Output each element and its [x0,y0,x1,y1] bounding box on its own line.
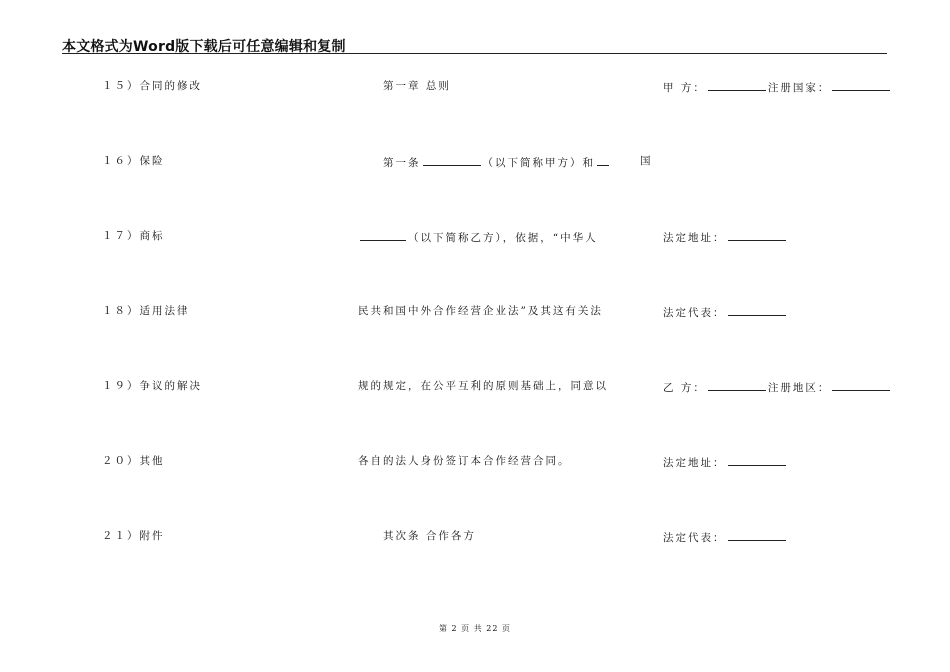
legal-rep-label: 法定代表： [663,532,726,544]
clause-item-16: １６）保险 [102,155,165,167]
article-two-heading: 其次条 合作各方 [383,530,476,542]
legal-rep-blank [728,529,786,541]
body-text-3: 规的规定，在公平互利的原则基础上，同意以 [358,380,608,392]
article-one-line [383,154,611,170]
legal-rep-blank [728,304,786,316]
registration-country-blank [832,79,890,91]
registration-region-blank [832,379,890,391]
clause-item-15: １５）合同的修改 [102,80,202,92]
chapter-heading: 第一章 总则 [383,80,451,92]
clause-item-18: １８）适用法律 [102,305,190,317]
party-a-line [663,79,892,95]
party-b-blank [360,229,406,241]
header-title: 本文格式为Word版下载后可任意编辑和复制 [62,39,346,55]
party-b-label: 乙 方： [663,382,706,394]
body-text-line-1 [358,229,598,245]
body-text-2: 民共和国中外合作经营企业法”及其这有关法 [358,305,603,317]
party-a-name-blank [423,154,481,166]
body-text-1: （以下简称乙方），依据，“中华人 [408,232,598,244]
clause-item-21: ２１）附件 [102,530,165,542]
article-one-label: 第一条 [383,157,421,169]
registration-region-label: 注册地区： [767,382,831,394]
page-number: 第 2 页 共 22 页 [439,624,511,633]
legal-rep-label: 法定代表： [663,307,726,319]
page-header [62,36,887,54]
article-one-text: （以下简称甲方）和 [482,157,595,169]
legal-address-blank [728,454,786,466]
party-a-blank [708,79,766,91]
party-b-address-line [663,454,788,470]
clause-item-19: １９）争议的解决 [102,380,202,392]
party-a-label: 甲 方： [663,82,706,94]
party-a-address-line [663,229,788,245]
body-text-4: 各自的法人身份签订本合作经营合同。 [358,455,571,467]
party-b-name-field-blank [708,379,766,391]
party-b-name-blank [597,154,609,166]
legal-address-label: 法定地址： [663,457,726,469]
legal-address-blank [728,229,786,241]
registration-country-label: 注册国家： [767,82,831,94]
party-b-rep-line [663,529,788,545]
party-a-rep-line [663,304,788,320]
legal-address-label: 法定地址： [663,232,726,244]
clause-item-20: ２０）其他 [102,455,165,467]
country-fragment: 国 [640,155,653,167]
clause-item-17: １７）商标 [102,230,165,242]
party-b-line [663,379,892,395]
